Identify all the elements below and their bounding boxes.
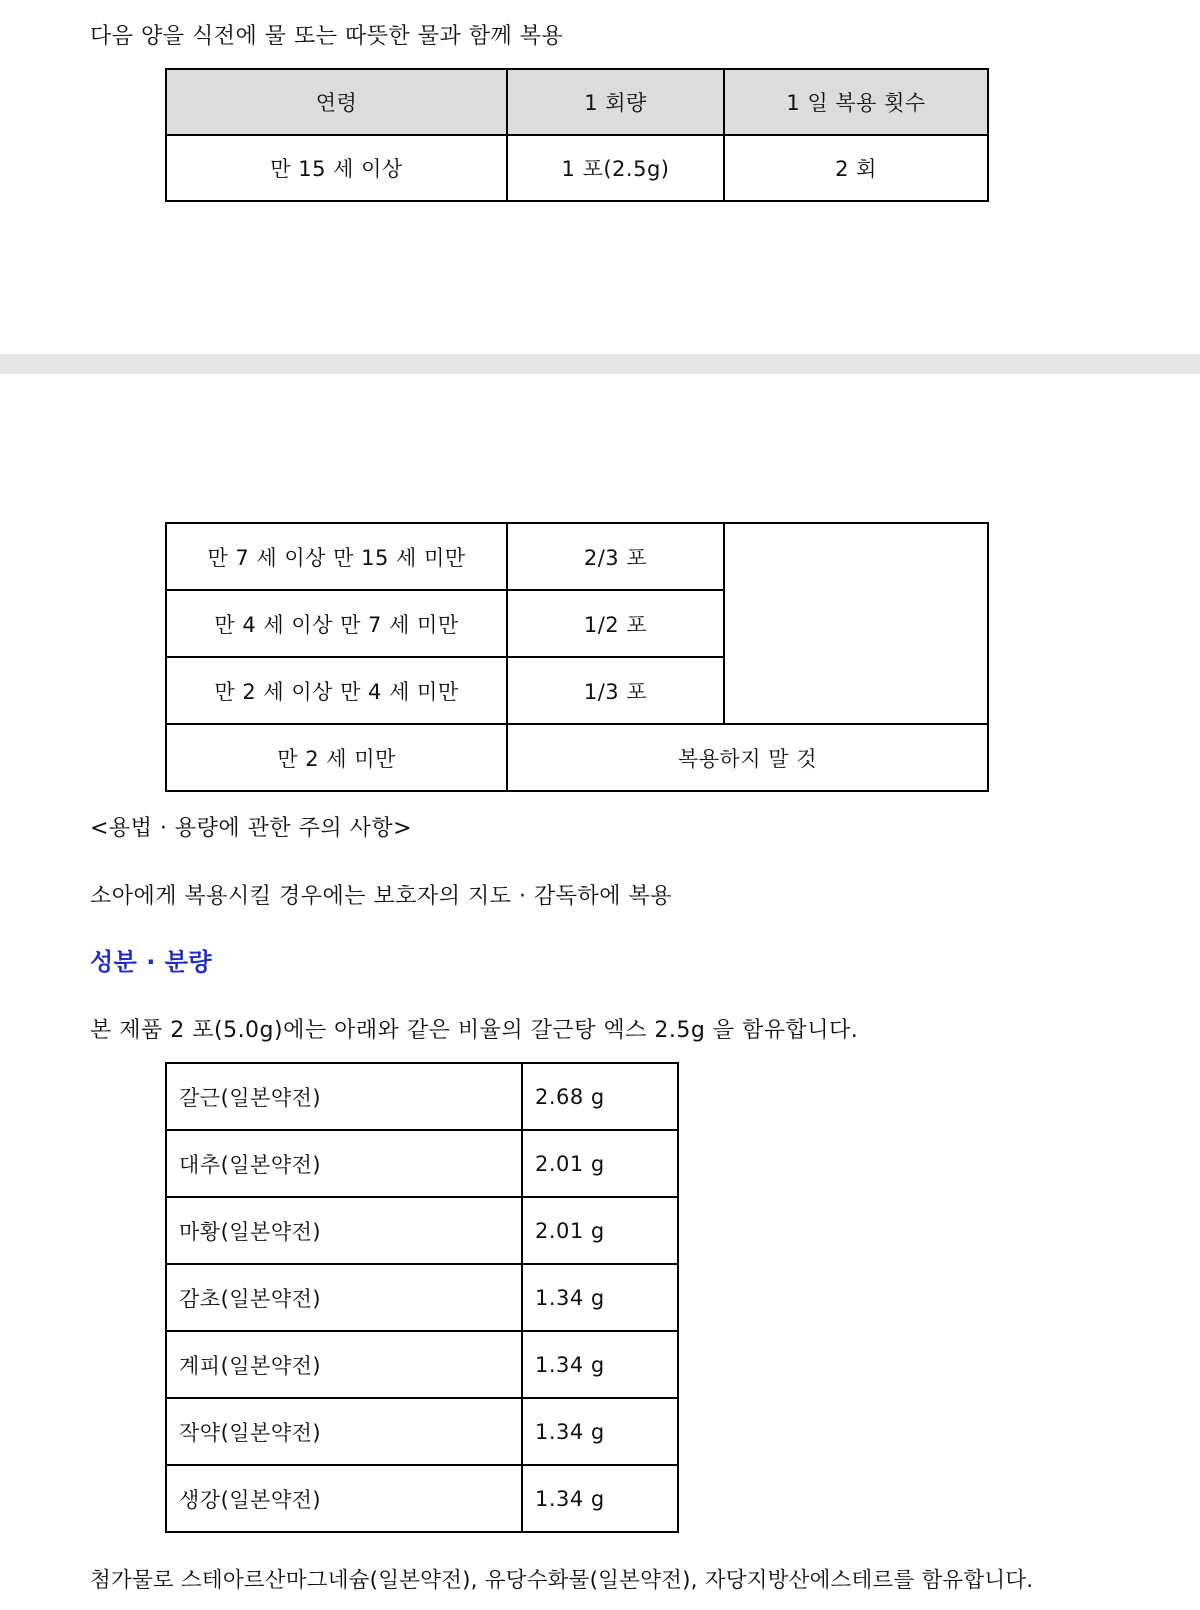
- document-page-top: [0, 0, 1200, 354]
- page-separator: [0, 354, 1200, 374]
- table-row: [166, 1130, 678, 1197]
- table-row: [166, 1063, 678, 1130]
- table-row: [166, 724, 988, 791]
- ingredient-amount: 1.34 g: [522, 1331, 678, 1398]
- intro-text: 다음 양을 식전에 물 또는 따뜻한 물과 함께 복용: [90, 24, 564, 49]
- caution-text: 소아에게 복용시킬 경우에는 보호자의 지도 · 감독하에 복용: [90, 884, 672, 909]
- ingredient-name: 대추(일본약전): [166, 1130, 522, 1197]
- times-cell: 2 회: [724, 135, 988, 201]
- dose-cell: 2/3 포: [507, 523, 724, 590]
- ingredient-name: 갈근(일본약전): [166, 1063, 522, 1130]
- section-title: 성분 · 분량: [90, 948, 213, 976]
- dose-cell: 1 포(2.5g): [507, 135, 724, 201]
- dose-cell: 1/3 포: [507, 657, 724, 724]
- dosage-table: [165, 68, 989, 202]
- table-row: [166, 1398, 678, 1465]
- times-cell-empty: [724, 523, 988, 724]
- ingredients-table: [165, 1062, 679, 1533]
- age-cell: 만 7 세 이상 만 15 세 미만: [166, 523, 507, 590]
- dosage-header-row: [166, 69, 988, 135]
- dosage-table-continued: [165, 522, 989, 792]
- age-cell: 만 15 세 이상: [166, 135, 507, 201]
- ingredient-amount: 2.01 g: [522, 1130, 678, 1197]
- ingredient-amount: 1.34 g: [522, 1398, 678, 1465]
- ingredient-name: 계피(일본약전): [166, 1331, 522, 1398]
- ingredient-amount: 1.34 g: [522, 1264, 678, 1331]
- ingredient-name: 작약(일본약전): [166, 1398, 522, 1465]
- header-age: 연령: [166, 69, 507, 135]
- age-cell: 만 2 세 미만: [166, 724, 507, 791]
- ingredient-name: 마황(일본약전): [166, 1197, 522, 1264]
- caution-heading: <용법 · 용량에 관한 주의 사항>: [90, 816, 413, 841]
- ingredient-name: 생강(일본약전): [166, 1465, 522, 1532]
- dose-cell: 1/2 포: [507, 590, 724, 657]
- additives-text: 첨가물로 스테아르산마그네슘(일본약전), 유당수화물(일본약전), 자당지방산에스테르를 함유합니다.: [90, 1568, 1034, 1593]
- ingredient-amount: 2.68 g: [522, 1063, 678, 1130]
- header-dose: 1 회량: [507, 69, 724, 135]
- ingredients-intro: 본 제품 2 포(5.0g)에는 아래와 같은 비율의 갈근탕 엑스 2.5g 을 함유합니다.: [90, 1018, 859, 1043]
- age-cell: 만 2 세 이상 만 4 세 미만: [166, 657, 507, 724]
- ingredient-name: 감초(일본약전): [166, 1264, 522, 1331]
- header-times: 1 일 복용 횟수: [724, 69, 988, 135]
- document-page-bottom: [0, 374, 1200, 1610]
- ingredient-amount: 1.34 g: [522, 1465, 678, 1532]
- table-row: [166, 1197, 678, 1264]
- table-row: [166, 1264, 678, 1331]
- note-cell: 복용하지 말 것: [507, 724, 988, 791]
- table-row: [166, 1331, 678, 1398]
- age-cell: 만 4 세 이상 만 7 세 미만: [166, 590, 507, 657]
- ingredient-amount: 2.01 g: [522, 1197, 678, 1264]
- table-row: [166, 523, 988, 590]
- table-row: [166, 1465, 678, 1532]
- table-row: [166, 135, 988, 201]
